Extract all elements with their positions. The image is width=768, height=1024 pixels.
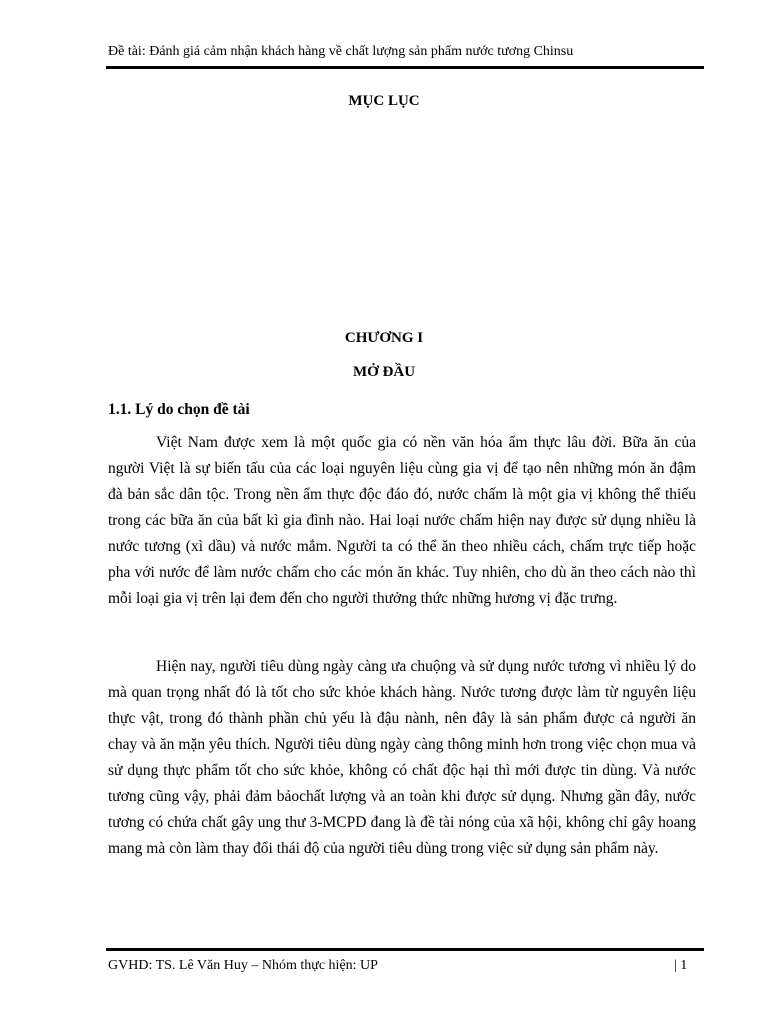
section-heading: 1.1. Lý do chọn đề tài [108, 401, 250, 418]
footer-rule [106, 948, 704, 951]
header-rule [106, 66, 704, 69]
body-paragraph-2: Hiện nay, người tiêu dùng ngày càng ưa chuộng và sử dụng nước tương vì nhiều lý do mà quan trọng nhất đó là tốt cho sức khỏe khách hàng. Nước tương được làm từ nguyên liệu thực vật, trong đó thành phần chủ yếu là đậu nành, nên đây là sản phẩm được cả người ăn chay và ăn mặn yêu thích. Người tiêu dùng ngày càng thông minh hơn trong việc chọn mua và sử dụng thực phẩm tốt cho sức khỏe, không có chất độc hại thì mới được tin dùng. Và nước tương cũng vậy, phải đảm bảochất lượng và an toàn khi được sử dụng. Nhưng gần đây, nước tương có chứa chất gây ung thư 3-MCPD đang là đề tài nóng của xã hội, không chỉ gây hoang mang mà còn làm thay đổi thái độ của người tiêu dùng trong việc sử dụng sản phẩm này. [108, 658, 696, 857]
page-number: | 1 [674, 958, 688, 973]
page-header: Đề tài: Đánh giá cảm nhận khách hàng về chất lượng sản phẩm nước tương Chinsu [108, 44, 574, 59]
chapter-number: CHƯƠNG I [344, 330, 424, 346]
body-paragraph-1: Việt Nam được xem là một quốc gia có nền văn hóa ẩm thực lâu đời. Bữa ăn của người Việt là sự biến tấu của các loại nguyên liệu cùng gia vị để tạo nên những món ăn đậm đà bản sắc dân tộc. Trong nền ẩm thực độc đáo đó, nước chấm là một gia vị không thể thiếu trong các bữa ăn của bất kì gia đình nào. Hai loại nước chấm hiện nay được sử dụng nhiều là nước tương (xì dầu) và nước mắm. Người ta có thể ăn theo nhiều cách, chấm trực tiếp hoặc pha với nước để làm nước chấm cho các món ăn khác. Tuy nhiên, cho dù ăn theo cách nào thì mỗi loại gia vị trên lại đem đến cho người thưởng thức những hương vị đặc trưng. [108, 434, 696, 607]
page-footer: GVHD: TS. Lê Văn Huy – Nhóm thực hiện: UP [108, 958, 378, 973]
chapter-name: MỞ ĐẦU [352, 364, 416, 380]
toc-title: MỤC LỤC [348, 93, 420, 109]
